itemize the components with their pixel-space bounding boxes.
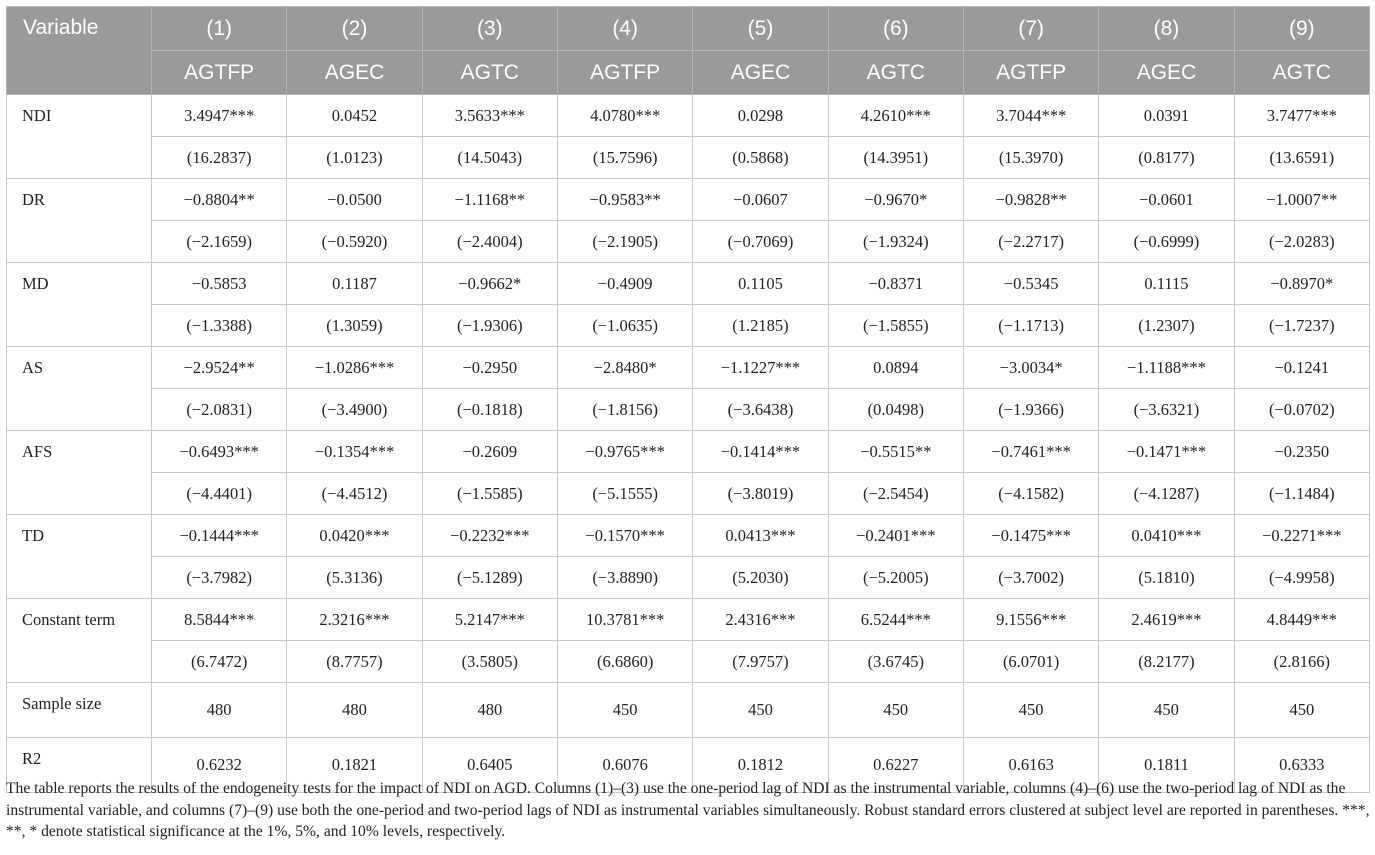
t-statistic-cell: (0.8177): [1099, 137, 1234, 179]
coefficient-cell: −0.8970*: [1234, 263, 1369, 305]
coefficient-cell: −0.8804**: [152, 179, 287, 221]
coefficient-row: [7, 515, 1370, 557]
summary-value-cell: 450: [693, 683, 828, 738]
coefficient-cell: 8.5844***: [152, 599, 287, 641]
variable-name: TD: [7, 515, 152, 599]
coefficient-cell: 4.0780***: [557, 95, 692, 137]
t-statistic-cell: (−4.1582): [963, 473, 1098, 515]
summary-value-cell: 450: [557, 683, 692, 738]
coefficient-cell: −1.1168**: [422, 179, 557, 221]
t-statistic-cell: (2.8166): [1234, 641, 1369, 683]
coefficient-cell: −0.9765***: [557, 431, 692, 473]
coefficient-cell: −0.2271***: [1234, 515, 1369, 557]
dependent-variable-header: AGTFP: [963, 51, 1098, 95]
dependent-variable-header: AGEC: [693, 51, 828, 95]
variable-name: MD: [7, 263, 152, 347]
coefficient-cell: −0.9828**: [963, 179, 1098, 221]
t-statistic-cell: (−4.4512): [287, 473, 422, 515]
t-statistic-cell: (−2.0283): [1234, 221, 1369, 263]
coefficient-cell: 5.2147***: [422, 599, 557, 641]
summary-value-cell: 0.6232: [152, 738, 287, 793]
coefficient-cell: 0.0894: [828, 347, 963, 389]
summary-value-cell: 480: [287, 683, 422, 738]
coefficient-cell: −0.1570***: [557, 515, 692, 557]
summary-value-cell: 450: [1234, 683, 1369, 738]
t-statistic-cell: (5.2030): [693, 557, 828, 599]
coefficient-cell: 6.5244***: [828, 599, 963, 641]
coefficient-cell: 4.2610***: [828, 95, 963, 137]
coefficient-cell: −0.9670*: [828, 179, 963, 221]
coefficient-cell: −2.8480*: [557, 347, 692, 389]
coefficient-cell: −0.5853: [152, 263, 287, 305]
coefficient-cell: −1.0007**: [1234, 179, 1369, 221]
dependent-variable-header: AGTFP: [152, 51, 287, 95]
summary-value-cell: 0.6333: [1234, 738, 1369, 793]
coefficient-cell: 0.0298: [693, 95, 828, 137]
coefficient-cell: −1.0286***: [287, 347, 422, 389]
t-statistic-cell: (15.3970): [963, 137, 1098, 179]
t-statistic-cell: (13.6591): [1234, 137, 1369, 179]
coefficient-cell: −0.9583**: [557, 179, 692, 221]
t-statistic-cell: (3.5805): [422, 641, 557, 683]
t-statistic-row: [7, 305, 1370, 347]
t-statistic-cell: (−3.8019): [693, 473, 828, 515]
t-statistic-cell: (−1.7237): [1234, 305, 1369, 347]
coefficient-cell: 0.0410***: [1099, 515, 1234, 557]
t-statistic-cell: (−4.1287): [1099, 473, 1234, 515]
dependent-variable-header: AGTC: [422, 51, 557, 95]
variable-name: NDI: [7, 95, 152, 179]
column-number-header: (9): [1234, 7, 1369, 51]
t-statistic-cell: (−0.1818): [422, 389, 557, 431]
summary-value-cell: 450: [828, 683, 963, 738]
coefficient-cell: −2.9524**: [152, 347, 287, 389]
column-number-header: (8): [1099, 7, 1234, 51]
coefficient-cell: −0.1471***: [1099, 431, 1234, 473]
variable-column-header: Variable: [7, 7, 152, 95]
variable-name: DR: [7, 179, 152, 263]
coefficient-cell: −0.9662*: [422, 263, 557, 305]
t-statistic-cell: (−1.8156): [557, 389, 692, 431]
t-statistic-cell: (−5.2005): [828, 557, 963, 599]
t-statistic-cell: (6.7472): [152, 641, 287, 683]
coefficient-cell: −0.0601: [1099, 179, 1234, 221]
summary-value-cell: 0.6076: [557, 738, 692, 793]
t-statistic-cell: (−3.4900): [287, 389, 422, 431]
t-statistic-cell: (−3.6438): [693, 389, 828, 431]
t-statistic-cell: (−2.1905): [557, 221, 692, 263]
table-header: [7, 7, 1370, 95]
t-statistic-cell: (0.5868): [693, 137, 828, 179]
t-statistic-row: [7, 557, 1370, 599]
t-statistic-cell: (−5.1555): [557, 473, 692, 515]
t-statistic-cell: (−3.6321): [1099, 389, 1234, 431]
t-statistic-row: [7, 221, 1370, 263]
dependent-variable-header: AGEC: [287, 51, 422, 95]
coefficient-cell: −0.5515**: [828, 431, 963, 473]
t-statistic-row: [7, 473, 1370, 515]
summary-row: [7, 683, 1370, 738]
coefficient-cell: 9.1556***: [963, 599, 1098, 641]
dependent-variable-row: [7, 51, 1370, 95]
coefficient-cell: 10.3781***: [557, 599, 692, 641]
coefficient-row: [7, 347, 1370, 389]
t-statistic-cell: (6.6860): [557, 641, 692, 683]
coefficient-cell: −0.1354***: [287, 431, 422, 473]
t-statistic-cell: (−2.4004): [422, 221, 557, 263]
coefficient-cell: −0.0500: [287, 179, 422, 221]
coefficient-cell: −0.6493***: [152, 431, 287, 473]
coefficient-cell: 3.7477***: [1234, 95, 1369, 137]
t-statistic-cell: (−1.1484): [1234, 473, 1369, 515]
t-statistic-cell: (−2.1659): [152, 221, 287, 263]
coefficient-cell: −1.1188***: [1099, 347, 1234, 389]
summary-value-cell: 450: [1099, 683, 1234, 738]
column-number-header: (5): [693, 7, 828, 51]
t-statistic-cell: (−1.5855): [828, 305, 963, 347]
column-number-header: (2): [287, 7, 422, 51]
t-statistic-cell: (1.3059): [287, 305, 422, 347]
t-statistic-cell: (5.3136): [287, 557, 422, 599]
t-statistic-cell: (1.2307): [1099, 305, 1234, 347]
t-statistic-cell: (−0.5920): [287, 221, 422, 263]
column-number-header: (6): [828, 7, 963, 51]
coefficient-cell: −0.0607: [693, 179, 828, 221]
coefficient-cell: −0.2401***: [828, 515, 963, 557]
t-statistic-cell: (−0.0702): [1234, 389, 1369, 431]
t-statistic-row: [7, 641, 1370, 683]
coefficient-cell: 0.0391: [1099, 95, 1234, 137]
coefficient-cell: 4.8449***: [1234, 599, 1369, 641]
coefficient-cell: −0.1241: [1234, 347, 1369, 389]
coefficient-cell: −0.5345: [963, 263, 1098, 305]
coefficient-cell: 2.4619***: [1099, 599, 1234, 641]
t-statistic-cell: (15.7596): [557, 137, 692, 179]
t-statistic-cell: (−1.5585): [422, 473, 557, 515]
coefficient-cell: 2.4316***: [693, 599, 828, 641]
t-statistic-cell: (3.6745): [828, 641, 963, 683]
coefficient-cell: 0.1105: [693, 263, 828, 305]
coefficient-cell: 0.0413***: [693, 515, 828, 557]
coefficient-cell: −1.1227***: [693, 347, 828, 389]
summary-value-cell: 450: [963, 683, 1098, 738]
summary-value-cell: 0.1812: [693, 738, 828, 793]
t-statistic-cell: (6.0701): [963, 641, 1098, 683]
column-number-header: (7): [963, 7, 1098, 51]
coefficient-cell: 3.4947***: [152, 95, 287, 137]
dependent-variable-header: AGTC: [1234, 51, 1369, 95]
coefficient-cell: −0.2350: [1234, 431, 1369, 473]
summary-value-cell: 480: [422, 683, 557, 738]
summary-value-cell: 0.6227: [828, 738, 963, 793]
t-statistic-cell: (1.0123): [287, 137, 422, 179]
t-statistic-cell: (−1.3388): [152, 305, 287, 347]
coefficient-cell: −0.2232***: [422, 515, 557, 557]
dependent-variable-header: AGTC: [828, 51, 963, 95]
coefficient-cell: −0.1414***: [693, 431, 828, 473]
coefficient-row: [7, 95, 1370, 137]
coefficient-row: [7, 179, 1370, 221]
coefficient-cell: 3.7044***: [963, 95, 1098, 137]
t-statistic-cell: (1.2185): [693, 305, 828, 347]
coefficient-cell: −0.1444***: [152, 515, 287, 557]
t-statistic-cell: (−5.1289): [422, 557, 557, 599]
t-statistic-cell: (8.7757): [287, 641, 422, 683]
t-statistic-cell: (−1.0635): [557, 305, 692, 347]
coefficient-row: [7, 263, 1370, 305]
coefficient-cell: 2.3216***: [287, 599, 422, 641]
coefficient-cell: −0.7461***: [963, 431, 1098, 473]
coefficient-cell: 0.1187: [287, 263, 422, 305]
t-statistic-cell: (−1.9366): [963, 389, 1098, 431]
t-statistic-cell: (7.9757): [693, 641, 828, 683]
t-statistic-cell: (−0.7069): [693, 221, 828, 263]
t-statistic-cell: (−1.9324): [828, 221, 963, 263]
variable-name: AFS: [7, 431, 152, 515]
t-statistic-row: [7, 389, 1370, 431]
t-statistic-cell: (16.2837): [152, 137, 287, 179]
t-statistic-cell: (−3.8890): [557, 557, 692, 599]
column-number-header: (3): [422, 7, 557, 51]
t-statistic-cell: (−2.0831): [152, 389, 287, 431]
coefficient-cell: 0.0420***: [287, 515, 422, 557]
t-statistic-cell: (−2.2717): [963, 221, 1098, 263]
table-body: [7, 95, 1370, 793]
coefficient-cell: −0.2609: [422, 431, 557, 473]
coefficient-cell: −0.4909: [557, 263, 692, 305]
column-number-header: (4): [557, 7, 692, 51]
coefficient-cell: 0.1115: [1099, 263, 1234, 305]
coefficient-cell: 3.5633***: [422, 95, 557, 137]
regression-table: [6, 6, 1370, 793]
summary-value-cell: 0.6163: [963, 738, 1098, 793]
column-number-header: (1): [152, 7, 287, 51]
coefficient-row: [7, 431, 1370, 473]
variable-name: Constant term: [7, 599, 152, 683]
t-statistic-cell: (−2.5454): [828, 473, 963, 515]
coefficient-cell: −3.0034*: [963, 347, 1098, 389]
t-statistic-cell: (5.1810): [1099, 557, 1234, 599]
summary-row-label: Sample size: [7, 683, 152, 738]
dependent-variable-header: AGTFP: [557, 51, 692, 95]
t-statistic-cell: (−3.7982): [152, 557, 287, 599]
dependent-variable-header: AGEC: [1099, 51, 1234, 95]
table-note: The table reports the results of the endogeneity tests for the impact of NDI on AGD. Columns (1)–(3) use the one-period lag of NDI as the instrumental variable, columns (4)–(6) use the two-period lag of NDI as the instrumental variable, and columns (7)–(9) use both the one-period and two-period lags of NDI as instrumental variables simultaneously. Robust standard errors clustered at subject level are reported in parentheses. ***, **, * denote statistical significance at the 1%, 5%, and 10% levels, respectively.: [6, 780, 1370, 840]
summary-value-cell: 0.1821: [287, 738, 422, 793]
coefficient-cell: −0.1475***: [963, 515, 1098, 557]
t-statistic-cell: (14.3951): [828, 137, 963, 179]
column-number-row: [7, 7, 1370, 51]
t-statistic-cell: (14.5043): [422, 137, 557, 179]
coefficient-cell: −0.2950: [422, 347, 557, 389]
coefficient-cell: 0.0452: [287, 95, 422, 137]
summary-value-cell: 0.1811: [1099, 738, 1234, 793]
t-statistic-cell: (0.0498): [828, 389, 963, 431]
t-statistic-cell: (−4.4401): [152, 473, 287, 515]
summary-value-cell: 0.6405: [422, 738, 557, 793]
summary-row-label: R2: [7, 738, 152, 793]
t-statistic-cell: (−1.9306): [422, 305, 557, 347]
t-statistic-cell: (−0.6999): [1099, 221, 1234, 263]
t-statistic-cell: (−3.7002): [963, 557, 1098, 599]
summary-value-cell: 480: [152, 683, 287, 738]
t-statistic-cell: (8.2177): [1099, 641, 1234, 683]
coefficient-cell: −0.8371: [828, 263, 963, 305]
t-statistic-cell: (−1.1713): [963, 305, 1098, 347]
t-statistic-row: [7, 137, 1370, 179]
variable-name: AS: [7, 347, 152, 431]
coefficient-row: [7, 599, 1370, 641]
t-statistic-cell: (−4.9958): [1234, 557, 1369, 599]
